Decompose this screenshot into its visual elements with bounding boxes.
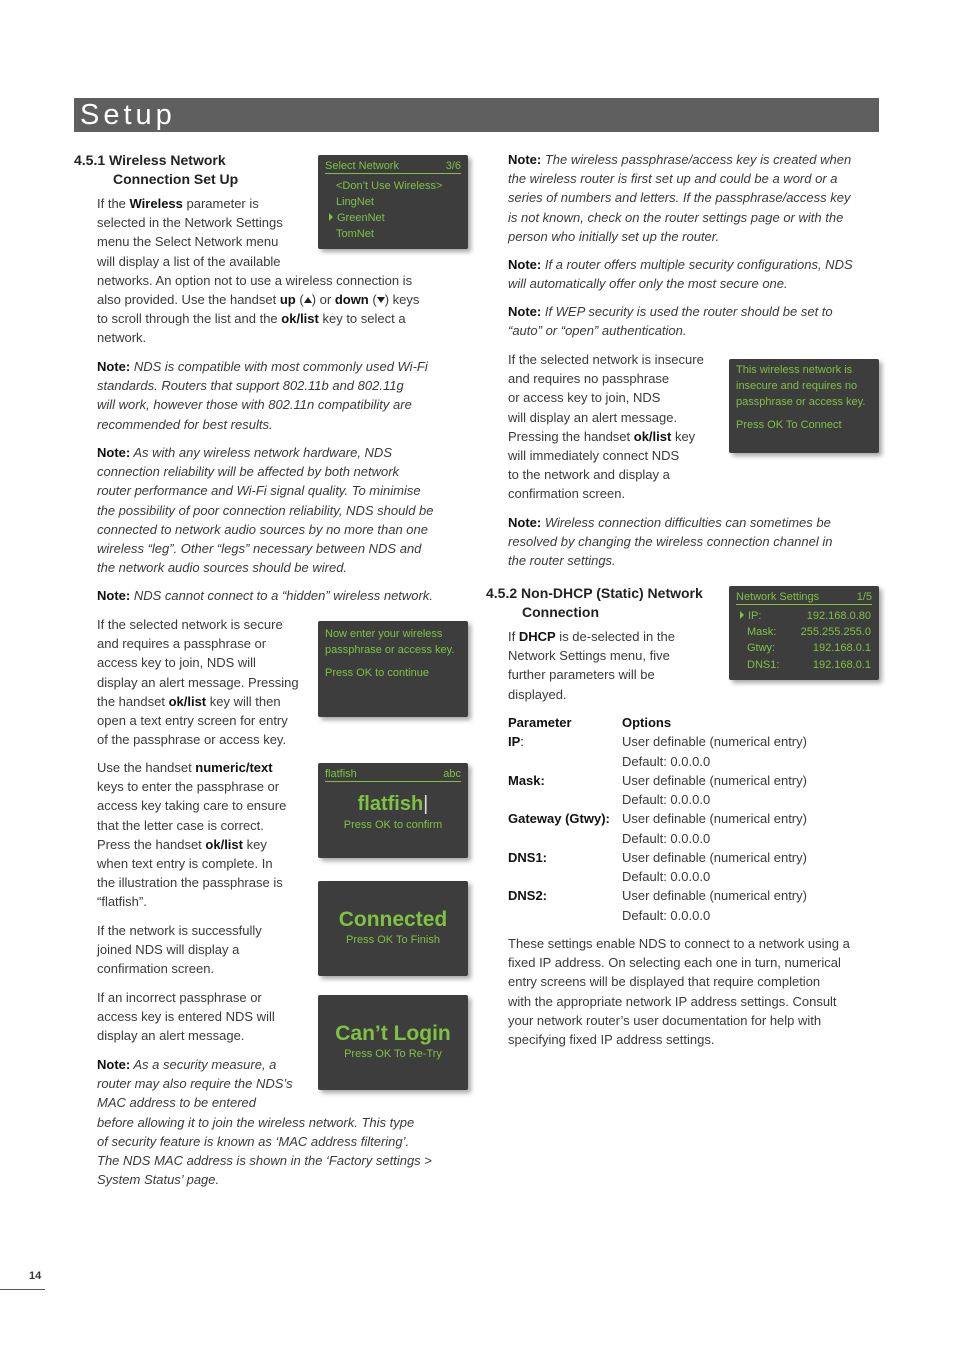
paragraph-secure-network: If the selected network is secure and requires a passphrase or access key to join, NDS will display an alert message. Pressing the handset ok/list key will then open a text entry screen for entry of the passphrase or access key. xyxy=(97,617,299,748)
lcd-cant-login xyxy=(318,995,468,1090)
lcd-connected xyxy=(318,881,468,976)
section-heading-452 xyxy=(486,584,703,603)
lcd-big-text: Connected xyxy=(338,908,448,931)
lcd-setting-label: DNS1: xyxy=(747,659,780,671)
paragraph-text-entry: Use the handset numeric/text keys to enter the passphrase or access key taking care to ensure that the letter case is correct. Press the handset ok/list key when text entry is complete. In the illustration the passphrase is “flatfish”. xyxy=(97,760,287,910)
down-arrow-icon xyxy=(377,297,385,303)
lcd-title-row: flatfish abc xyxy=(325,768,461,780)
page-number: 14 xyxy=(29,1270,42,1282)
lcd-passphrase-alert xyxy=(318,621,468,717)
lcd-message: Now enter your wireless passphrase or access key. Press OK to continue xyxy=(325,628,455,679)
lcd-list-item: TomNet xyxy=(336,228,374,240)
up-arrow-icon xyxy=(304,297,312,303)
lcd-big-text: Can’t Login xyxy=(335,1022,451,1045)
lcd-list-item: <Don’t Use Wireless> xyxy=(336,180,443,192)
lcd-setting-value: 192.168.0.1 xyxy=(812,642,871,654)
lcd-prompt: Press OK to confirm xyxy=(343,819,443,831)
lcd-insecure-alert xyxy=(729,359,879,453)
section-heading-452-line2: Connection xyxy=(522,604,599,620)
lcd-setting-value: 192.168.0.1 xyxy=(812,659,871,671)
paragraph-fixed-ip: These settings enable NDS to connect to a network using a fixed IP address. On selecting each one in turn, numerical entry screens will be displayed that require completion with the appropriate network IP address settings. Consult your network router’s user documentation for help with specifying fixed IP address settings. xyxy=(508,936,850,1048)
note-connection-difficulties: Note: Wireless connection difficulties can sometimes be resolved by changing the wireless connection channel in the router settings. xyxy=(508,515,833,569)
heading-line-1: Wireless Network xyxy=(109,152,226,168)
lcd-list-item: LingNet xyxy=(336,196,374,208)
lcd-setting-row-selected: IP: xyxy=(740,609,761,624)
note-mac-filtering: Note: As a security measure, a router may also require the NDS’s MAC address to be entered before allowing it to join the wireless network. This type of security feature is known as ‘MAC address filtering’. The NDS MAC address is shown in the ‘Factory settings > System Status’ page. xyxy=(97,1057,432,1188)
lcd-setting-label: Mask: xyxy=(747,626,777,638)
heading-number: 4.5.2 xyxy=(486,585,518,601)
lcd-text-entry xyxy=(318,763,468,858)
lcd-setting-value: 192.168.0.80 xyxy=(806,610,871,622)
lcd-entry-value: flatfish| xyxy=(357,793,429,815)
note-wep: Note: If WEP security is used the router should be set to “auto” or “open” authentication. xyxy=(508,304,833,339)
page-title: Setup xyxy=(80,99,176,131)
note-wifi-standards: Note: NDS is compatible with most commonly used Wi-Fi standards. Routers that support 802.11b and 802.11g will work, however those with 802.11n compatibility are recommended for best results. xyxy=(97,359,428,432)
heading-number: 4.5.1 xyxy=(74,152,106,168)
note-hidden-network: Note: NDS cannot connect to a “hidden” wireless network. xyxy=(97,588,433,603)
lcd-title-row: Select Network 3/6 xyxy=(325,160,461,172)
paragraph-wireless-intro: If the Wireless parameter is selected in the Network Settings menu the Select Network menu will display a list of the available networks. An option not to use a wireless connection is also provided. Use the handset up ( ) or down ( ) keys to scroll through the list and the ok/list key to select a network. xyxy=(97,196,420,346)
lcd-title-row: Network Settings 1/5 xyxy=(736,591,872,603)
heading-line-1: Non-DHCP (Static) Network xyxy=(521,585,703,601)
paragraph-insecure-network: If the selected network is insecure and requires no passphrase or access key to join, NDS will display an alert message. Pressing the handset ok/list key will immediately connect NDS to the network and display a confirmation screen. xyxy=(508,352,704,502)
lcd-network-settings xyxy=(729,586,879,680)
selection-arrow-icon xyxy=(329,213,333,221)
note-passphrase-created: Note: The wireless passphrase/access key is created when the wireless router is first set up and could be a word or a series of numbers and letters. If the passphrase/access key is not known, check on the router settings page or with the person who initially set up the router. xyxy=(508,152,852,244)
lcd-message: This wireless network is insecure and requires no passphrase or access key. Press OK To Connect xyxy=(736,364,866,431)
note-connection-reliability: Note: As with any wireless network hardware, NDS connection reliability will be affected by both network router performance and Wi-Fi signal quality. To minimise the possibility of poor connection reliability, NDS should be connected to network audio sources by no more than one wireless “leg”. Other “legs” necessary between NDS and the network audio sources should be wired. xyxy=(97,445,434,576)
paragraph-dhcp: If DHCP is de-selected in the Network Settings menu, five further parameters will be displayed. xyxy=(508,629,675,702)
paragraph-joined: If the network is successfully joined NDS will display a confirmation screen. xyxy=(97,923,262,977)
section-header-bar xyxy=(74,98,879,132)
lcd-setting-value: 255.255.255.0 xyxy=(800,626,871,638)
selection-arrow-icon xyxy=(740,611,744,619)
lcd-list-item-selected: GreenNet xyxy=(329,211,385,226)
section-heading-451-line2: Connection Set Up xyxy=(113,171,239,187)
lcd-setting-label: Gtwy: xyxy=(747,642,776,654)
lcd-prompt: Press OK To Finish xyxy=(346,934,440,946)
paragraph-incorrect-passphrase: If an incorrect passphrase or access key is entered NDS will display an alert message. xyxy=(97,990,275,1044)
page-number-rule xyxy=(0,1289,45,1290)
lcd-select-network xyxy=(318,155,468,249)
lcd-prompt: Press OK To Re-Try xyxy=(344,1048,442,1060)
section-heading-451 xyxy=(74,151,226,170)
note-multiple-security: Note: If a router offers multiple security configurations, NDS will automatically offer only the most secure one. xyxy=(508,257,853,292)
